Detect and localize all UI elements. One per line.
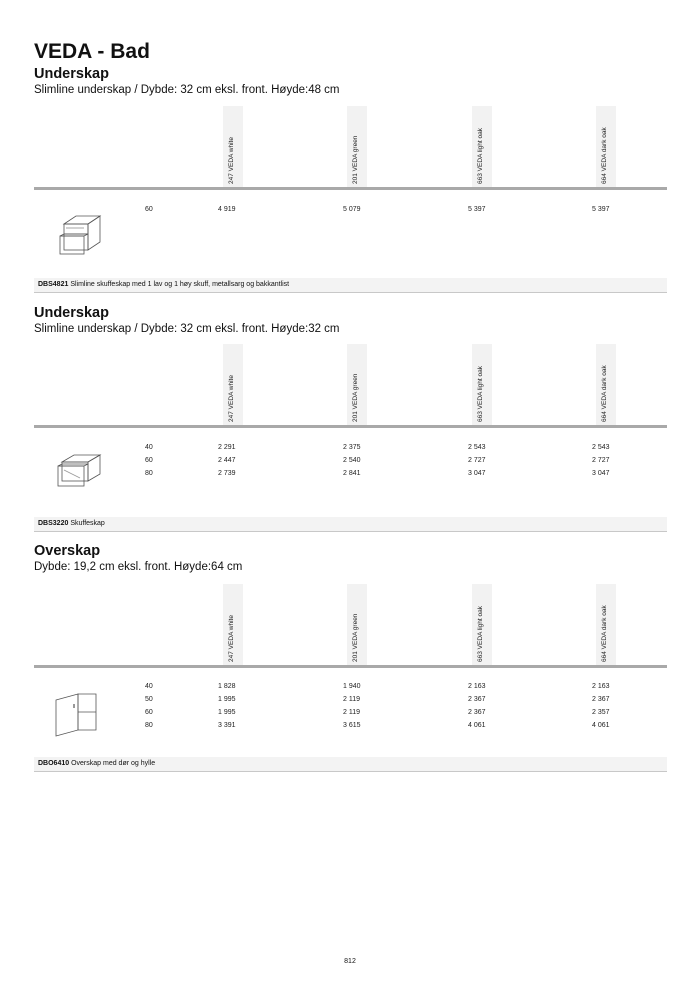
column-header: 201 VEDA green	[352, 135, 359, 184]
price-cell: 4 061	[468, 722, 486, 729]
page-number: 812	[344, 958, 356, 965]
product-text: Slimline skuffeskap med 1 lav og 1 høy skuff, metallsarg og bakkantlist	[70, 281, 290, 288]
column-header: 247 VEDA white	[228, 375, 235, 422]
product-description	[34, 517, 667, 532]
price-cell: 3 047	[468, 470, 486, 477]
price-cell: 2 739	[218, 470, 236, 477]
price-cell: 2 367	[592, 696, 610, 703]
price-cell: 2 119	[343, 696, 360, 703]
price-cell: 2 727	[592, 457, 610, 464]
price-cell: 3 047	[592, 470, 610, 477]
price-cell: 1 995	[218, 709, 236, 716]
section-title: Underskap	[34, 305, 109, 321]
price-cell: 2 543	[468, 444, 486, 451]
price-cell: 5 079	[343, 206, 361, 213]
price-cell: 2 841	[343, 470, 361, 477]
column-header: 664 VEDA dark oak	[601, 365, 608, 422]
product-code: DBS4821	[38, 281, 69, 288]
column-header: 663 VEDA light oak	[477, 127, 484, 184]
price-cell: 2 163	[468, 683, 486, 690]
price-cell: 1 995	[218, 696, 236, 703]
section-subtitle: Dybde: 19,2 cm eksl. front. Høyde:64 cm	[34, 561, 243, 573]
column-header: 247 VEDA white	[228, 137, 235, 184]
product-text: Overskap med dør og hylle	[71, 760, 156, 767]
size-value: 40	[145, 444, 153, 451]
size-value: 60	[145, 206, 153, 213]
price-cell: 1 828	[218, 683, 236, 690]
product-code: DBO6410	[38, 760, 70, 767]
price-cell: 2 447	[218, 457, 236, 464]
price-cell: 4 061	[592, 722, 610, 729]
product-description	[34, 757, 667, 772]
column-header: 663 VEDA light oak	[477, 605, 484, 662]
size-value: 50	[145, 696, 153, 703]
section-title: Underskap	[34, 66, 109, 82]
column-header: 201 VEDA green	[352, 373, 359, 422]
price-cell: 2 727	[468, 457, 486, 464]
page-title: VEDA - Bad	[34, 40, 150, 63]
wall-cabinet-icon	[52, 690, 102, 738]
size-value: 40	[145, 683, 153, 690]
size-value: 60	[145, 457, 153, 464]
column-header: 663 VEDA light oak	[477, 365, 484, 422]
section-title: Overskap	[34, 543, 101, 559]
column-header: 664 VEDA dark oak	[601, 127, 608, 184]
column-header: 664 VEDA dark oak	[601, 605, 608, 662]
size-value: 60	[145, 709, 153, 716]
price-cell: 2 357	[592, 709, 610, 716]
price-cell: 5 397	[468, 206, 486, 213]
price-cell: 2 367	[468, 709, 486, 716]
price-cell: 3 615	[343, 722, 361, 729]
size-value: 80	[145, 722, 153, 729]
column-header: 201 VEDA green	[352, 613, 359, 662]
price-cell: 4 919	[218, 206, 236, 213]
price-cell: 2 540	[343, 457, 361, 464]
product-text: Skuffeskap	[70, 520, 105, 527]
product-description	[34, 278, 667, 293]
price-cell: 1 940	[343, 683, 361, 690]
section-subtitle: Slimline underskap / Dybde: 32 cm eksl. front. Høyde:32 cm	[34, 323, 340, 335]
price-cell: 2 291	[218, 444, 236, 451]
single-drawer-cabinet-icon	[54, 452, 104, 492]
price-cell: 5 397	[592, 206, 610, 213]
price-cell: 3 391	[218, 722, 236, 729]
price-cell: 2 163	[592, 683, 610, 690]
price-cell: 2 543	[592, 444, 610, 451]
two-drawer-cabinet-icon	[56, 212, 104, 258]
product-code: DBS3220	[38, 520, 69, 527]
size-value: 80	[145, 470, 153, 477]
price-cell: 2 367	[468, 696, 486, 703]
price-cell: 2 119	[343, 709, 360, 716]
column-header: 247 VEDA white	[228, 615, 235, 662]
section-subtitle: Slimline underskap / Dybde: 32 cm eksl. front. Høyde:48 cm	[34, 84, 340, 96]
price-cell: 2 375	[343, 444, 361, 451]
